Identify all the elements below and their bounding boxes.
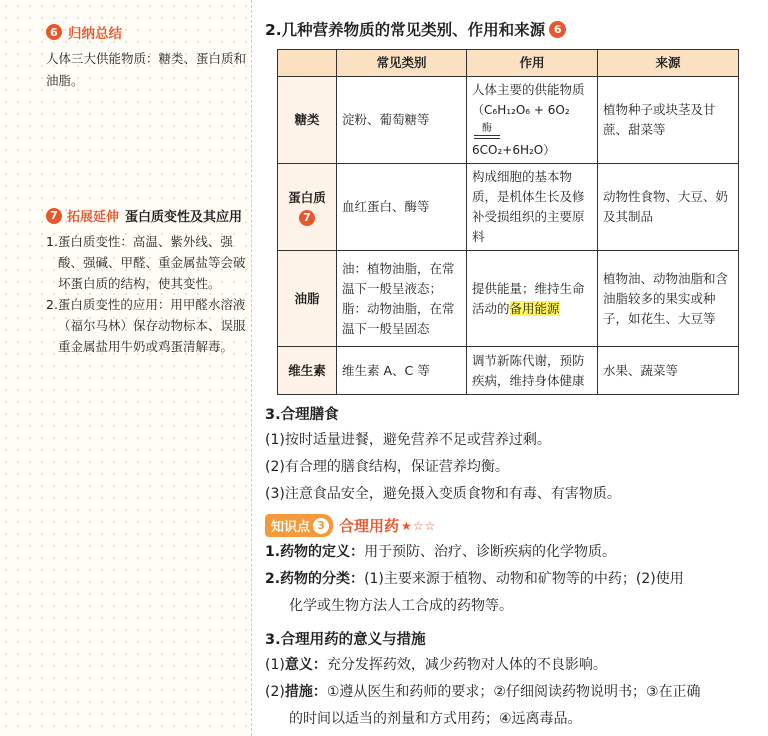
drug-classification-text: (1)主要来源于植物、动物和矿物等的中药；(2)使用 [364, 571, 684, 587]
meaning-label: 意义： [284, 657, 327, 673]
knowledge-point-header [265, 514, 755, 537]
diet-heading: 3.合理膳食 [265, 407, 339, 423]
note-extension-label: 拓展延伸 [67, 210, 120, 225]
rational-use-heading: 3.合理用药的意义与措施 [265, 632, 426, 648]
category-cell: 淀粉、葡萄糖等 [337, 77, 467, 164]
formula-products: 6CO₂+6H₂O） [472, 143, 556, 157]
row-header: 糖类 [278, 77, 337, 164]
note-extension-item: 2.蛋白质变性的应用：用甲醛水溶液（福尔马林）保存动物标本、误服重金属盐用牛奶或鸡蛋清解毒。 [46, 297, 246, 354]
category-cell: 维生素 A、C 等 [337, 347, 467, 395]
drug-definition-label: 1.药物的定义： [265, 544, 365, 560]
diet-item: (3)注意食品安全，避免摄入变质食物和有毒、有害物质。 [265, 486, 621, 502]
drug-classification-cont: 化学或生物方法人工合成的药物等。 [289, 598, 513, 614]
section-title: 2.几种营养物质的常见类别、作用和来源 [265, 21, 546, 39]
note-extension-item: 1.蛋白质变性：高温、紫外线、强酸、强碱、甲醛、重金属盐等会破坏蛋白质的结构，使其变性。 [46, 234, 246, 291]
source-cell: 动物性食物、大豆、奶及其制品 [598, 164, 739, 251]
formula-arrow [474, 123, 500, 139]
item-number: (2) [265, 684, 285, 700]
row-header-label: 蛋白质 [288, 190, 326, 205]
source-cell: 植物种子或块茎及甘蔗、甜菜等 [598, 77, 739, 164]
note-extension-header [46, 206, 246, 225]
table-header-row [278, 50, 739, 77]
table-row [278, 164, 739, 251]
function-intro: 人体主要的供能物质 [472, 82, 585, 97]
formula-reactants: （C₆H₁₂O₆ + 6O₂ [472, 103, 570, 117]
table-header-cell [278, 50, 337, 77]
drug-definition-text: 用于预防、治疗、诊断疾病的化学物质。 [364, 544, 617, 560]
formula-equals [474, 135, 500, 139]
column-divider [251, 0, 252, 736]
table-row [278, 347, 739, 395]
row-header: 维生素 [278, 347, 337, 395]
note-extension-title: 蛋白质变性及其应用 [125, 210, 243, 225]
note-number-badge: 6 [46, 24, 62, 40]
diet-item: (1)按时适量进餐，避免营养不足或营养过剩。 [265, 432, 551, 448]
function-cell [467, 251, 598, 347]
row-header [278, 164, 337, 251]
knowledge-point-number: 3 [313, 518, 329, 534]
note-number-badge: 7 [46, 208, 62, 224]
sidebar-notes [0, 0, 250, 736]
note-summary-header [46, 22, 246, 42]
row-header: 油脂 [278, 251, 337, 347]
drug-classification [265, 566, 755, 593]
table-row [278, 77, 739, 164]
section-badge: 6 [549, 21, 566, 38]
nutrient-table [277, 49, 739, 395]
table-header-cell: 常见类别 [337, 50, 467, 77]
rational-use-measures [265, 679, 755, 706]
drug-classification-label: 2.药物的分类： [265, 571, 365, 587]
rational-use-meaning [265, 652, 755, 679]
knowledge-point-label: 知识点 [271, 520, 311, 535]
meaning-text: 充分发挥药效，减少药物对人体的不良影响。 [326, 657, 607, 673]
function-cell [467, 77, 598, 164]
function-text: 提供能量；维持生命活动的 [472, 280, 585, 316]
category-cell: 油：植物油脂，在常温下一般呈液态；脂：动物油脂，在常温下一般呈固态 [337, 251, 467, 347]
drug-definition [265, 539, 755, 566]
note-summary-title: 归纳总结 [68, 26, 122, 42]
source-cell: 植物油、动物油脂和含油脂较多的果实或种子，如花生、大豆等 [598, 251, 739, 347]
source-cell: 水果、蔬菜等 [598, 347, 739, 395]
measures-label: 措施： [284, 684, 327, 700]
function-cell: 构成细胞的基本物质，是机体生长及修补受损组织的主要原料 [467, 164, 598, 251]
diet-item: (2)有合理的膳食结构，保证营养均衡。 [265, 459, 509, 475]
category-cell: 血红蛋白、酶等 [337, 164, 467, 251]
note-summary [46, 22, 246, 92]
highlighted-term: 备用能源 [509, 300, 560, 316]
formula-condition: 酶 [482, 122, 492, 134]
knowledge-point-tag [265, 514, 333, 537]
section-heading [265, 18, 755, 40]
item-number: (1) [265, 657, 285, 673]
table-header-cell: 作用 [467, 50, 598, 77]
note-extension [46, 206, 246, 357]
formula-line [472, 100, 592, 140]
main-content [265, 18, 755, 733]
knowledge-point-title: 合理用药 [339, 517, 400, 535]
table-header-cell: 来源 [598, 50, 739, 77]
rational-use-measures-cont: 的时间以适当的剂量和方式用药；④远离毒品。 [289, 711, 582, 727]
difficulty-stars-icon: ★☆☆ [401, 518, 437, 533]
table-row [278, 251, 739, 347]
measures-text: ①遵从医生和药师的要求；②仔细阅读药物说明书；③在正确 [326, 684, 701, 700]
note-summary-text: 人体三大供能物质：糖类、蛋白质和油脂。 [46, 51, 247, 88]
row-header-badge: 7 [299, 210, 315, 226]
function-cell: 调节新陈代谢，预防疾病，维持身体健康 [467, 347, 598, 395]
